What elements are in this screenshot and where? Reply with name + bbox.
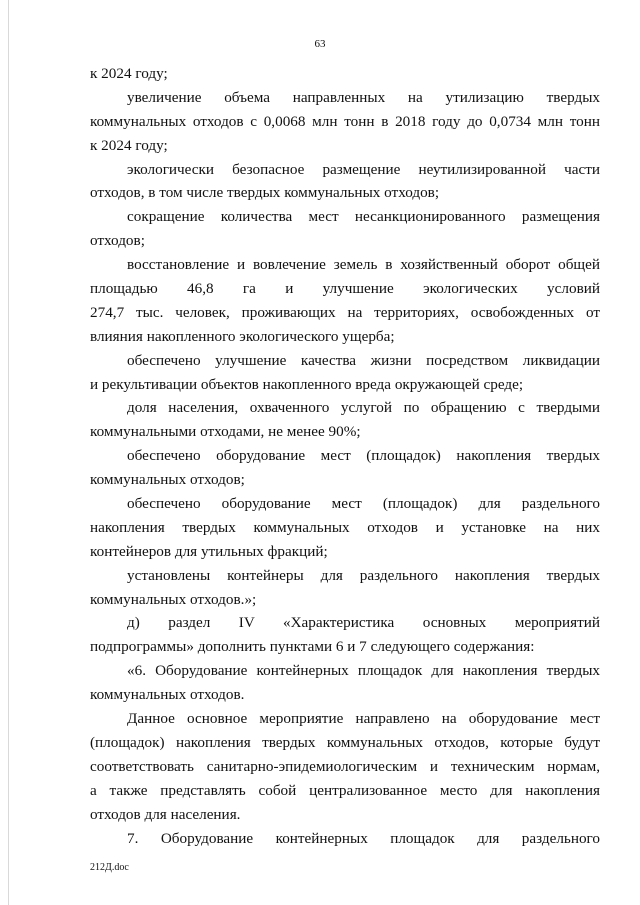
text-line: (площадок) накопления твердых коммунальных отходов, которые будут <box>90 733 600 751</box>
text-line: экологически безопасное размещение неутилизированной части <box>127 160 600 178</box>
text-line: установлены контейнеры для раздельного накопления твердых <box>127 566 600 584</box>
text-line: увеличение объема направленных на утилизацию твердых <box>127 88 600 106</box>
page-number: 63 <box>314 38 326 50</box>
text-line: обеспечено оборудование мест (площадок) для раздельного <box>127 495 600 513</box>
text-line: отходов для населения. <box>90 805 241 823</box>
text-line: восстановление и вовлечение земель в хозяйственный оборот общей <box>127 256 600 274</box>
text-line: подпрограммы» дополнить пунктами 6 и 7 следующего содержания: <box>90 638 535 656</box>
text-line: доля населения, охваченного услугой по обращению с твердыми <box>127 399 600 417</box>
text-line: и рекультивации объектов накопленного вреда окружающей среде; <box>90 375 524 393</box>
text-line: к 2024 году; <box>90 136 168 154</box>
page-edge <box>8 0 9 905</box>
text-line: Данное основное мероприятие направлено на оборудование мест <box>127 710 600 728</box>
body-text <box>90 62 600 850</box>
text-line: коммунальных отходов. <box>90 686 245 704</box>
text-line: коммунальными отходами, не менее 90%; <box>90 423 361 441</box>
text-line: д) раздел IV «Характеристика основных мероприятий <box>127 614 600 632</box>
text-line: накопления твердых коммунальных отходов и установке на них <box>90 518 600 536</box>
text-line: обеспечено оборудование мест (площадок) накопления твердых <box>127 447 600 465</box>
text-line: влияния накопленного экологического ущерба; <box>90 327 395 345</box>
text-line: а также представлять собой централизованное место для накопления <box>90 781 600 799</box>
text-line: 274,7 тыс. человек, проживающих на территориях, освобожденных от <box>90 303 600 321</box>
text-line: к 2024 году; <box>90 65 168 82</box>
text-line: контейнеров для утильных фракций; <box>90 542 328 560</box>
text-line: сокращение количества мест несанкционированного размещения <box>127 208 600 226</box>
text-line: «6. Оборудование контейнерных площадок для накопления твердых <box>127 662 600 680</box>
text-line: 7. Оборудование контейнерных площадок для раздельного <box>127 829 600 847</box>
text-line: отходов, в том числе твердых коммунальных отходов; <box>90 184 440 202</box>
text-line: коммунальных отходов.»; <box>90 590 257 608</box>
text-line: коммунальных отходов с 0,0068 млн тонн в 2018 году до 0,0734 млн тонн <box>90 112 600 130</box>
text-line: коммунальных отходов; <box>90 471 245 489</box>
text-line: площадью 46,8 га и улучшение экологических условий <box>90 280 600 298</box>
file-name-footer: 212Д.doc <box>90 862 129 873</box>
text-line: обеспечено улучшение качества жизни посредством ликвидации <box>127 351 600 369</box>
text-line: отходов; <box>90 232 145 250</box>
text-line: соответствовать санитарно-эпидемиологическим и техническим нормам, <box>90 757 600 775</box>
